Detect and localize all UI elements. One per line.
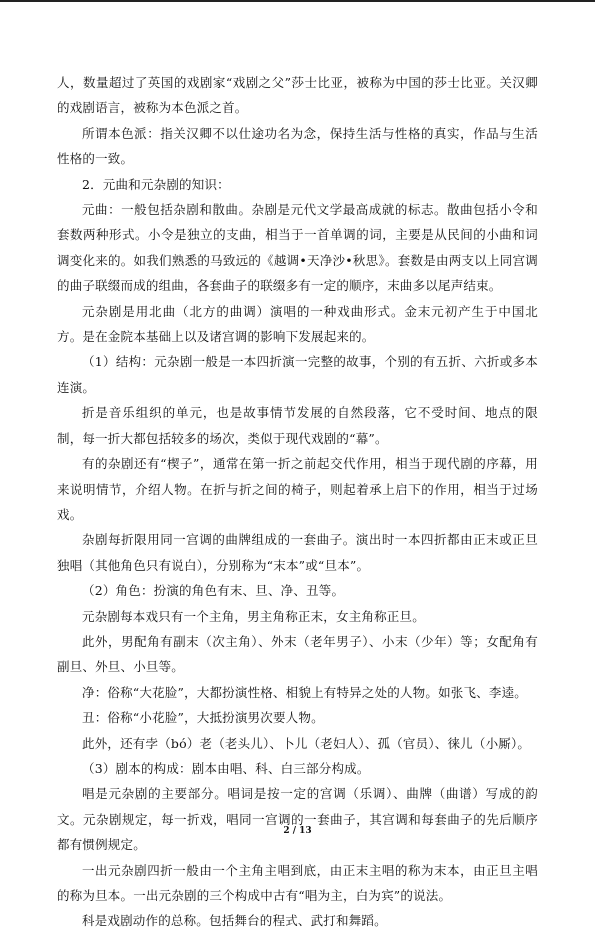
paragraph-2: 所谓本色派：指关汉卿不以仕途功名为念，保持生活与性格的真实，作品与生活性格的一致。	[57, 125, 538, 167]
paragraph-gongdiao: 杂剧每折限用同一宫调的曲牌组成的一套曲子。演出时一本四折都由正末或正旦独唱（其他角色只有说白），分别称为“末本”或“旦本”。	[57, 532, 538, 573]
paragraph-chou: 丑：俗称“小花脸”，大抵扮演男次要人物。	[82, 710, 324, 726]
paragraph-script-composition: （3）剧本的构成：剧本由唱、科、白三部分构成。	[82, 760, 370, 776]
paragraph-ke: 科是戏剧动作的总称。包括舞台的程式、武打和舞蹈。	[82, 913, 387, 929]
paragraph-lead-role: 元杂剧每本戏只有一个主角，男主角称正末，女主角称正旦。	[82, 608, 425, 624]
paragraph-1: 人，数量超过了英国的戏剧家“戏剧之父”莎士比亚，被称为中国的莎士比亚。关汉卿的戏剧语言，被称为本色派之首。	[57, 75, 538, 116]
paragraph-other-roles: 此外，还有孛（bó）老（老头儿）、卜儿（老妇人）、孤（官员）、徕儿（小厮）。	[82, 735, 531, 751]
paragraph-supporting-roles: 此外，男配角有副末（次主角）、外末（老年男子）、小末（少年）等；女配角有副旦、外旦、小旦等。	[57, 633, 538, 675]
paragraph-structure: （1）结构：元杂剧一般是一本四折演一完整的故事，个别的有五折、六折或多本连演。	[57, 354, 538, 395]
section-heading-2: 2．元曲和元杂剧的知识：	[82, 176, 230, 192]
paragraph-jing: 净：俗称“大花脸”，大都扮演性格、相貌上有特异之处的人物。如张飞、李逵。	[82, 684, 527, 700]
top-rule	[0, 0, 595, 2]
page-number: 2 / 13	[283, 826, 312, 836]
paragraph-chang: 唱是元杂剧的主要部分。唱词是按一定的宫调（乐调）、曲牌（曲谱）写成的韵文。元杂剧规定，每一折戏，唱同一宫调的一套曲子，其宫调和每套曲子的先后顺序都有惯例规定。	[57, 786, 538, 853]
paragraph-xiezi: 有的杂剧还有“楔子”，通常在第一折之前起交代作用，相当于现代剧的序幕，用来说明情节，介绍人物。在折与折之间的椅子，则起着承上启下的作用，相当于过场戏。	[57, 456, 538, 522]
paragraph-roles: （2）角色：扮演的角色有末、旦、净、丑等。	[82, 583, 345, 599]
paragraph-zaju-origin: 元杂剧是用北曲（北方的曲调）演唱的一种戏曲形式。金末元初产生于中国北方。是在金院本基础上以及诸宫调的影响下发展起来的。	[57, 303, 538, 345]
paragraph-benzhu: 一出元杂剧四折一般由一个主角主唱到底，由正末主唱的称为末本，由正旦主唱的称为旦本。一出元杂剧的三个构成中古有“唱为主，白为宾”的说法。	[57, 862, 538, 903]
document-body	[57, 70, 538, 934]
paragraph-yuanqu: 元曲：一般包括杂剧和散曲。杂剧是元代文学最高成就的标志。散曲包括小令和套数两种形式。小令是独立的支曲，相当于一首单调的词，主要是从民间的小曲和词调变化来的。如我们熟悉的马致远的《越调•天净沙•秋思》。套数是由两支以上同宫调的曲子联缀而成的组曲，各套曲子的联缀多有一定的顺序，末曲多以尾声结束。	[57, 202, 538, 294]
paragraph-zhe: 折是音乐组织的单元，也是故事情节发展的自然段落，它不受时间、地点的限制，每一折大都包括较多的场次，类似于现代戏剧的“幕”。	[57, 405, 538, 446]
